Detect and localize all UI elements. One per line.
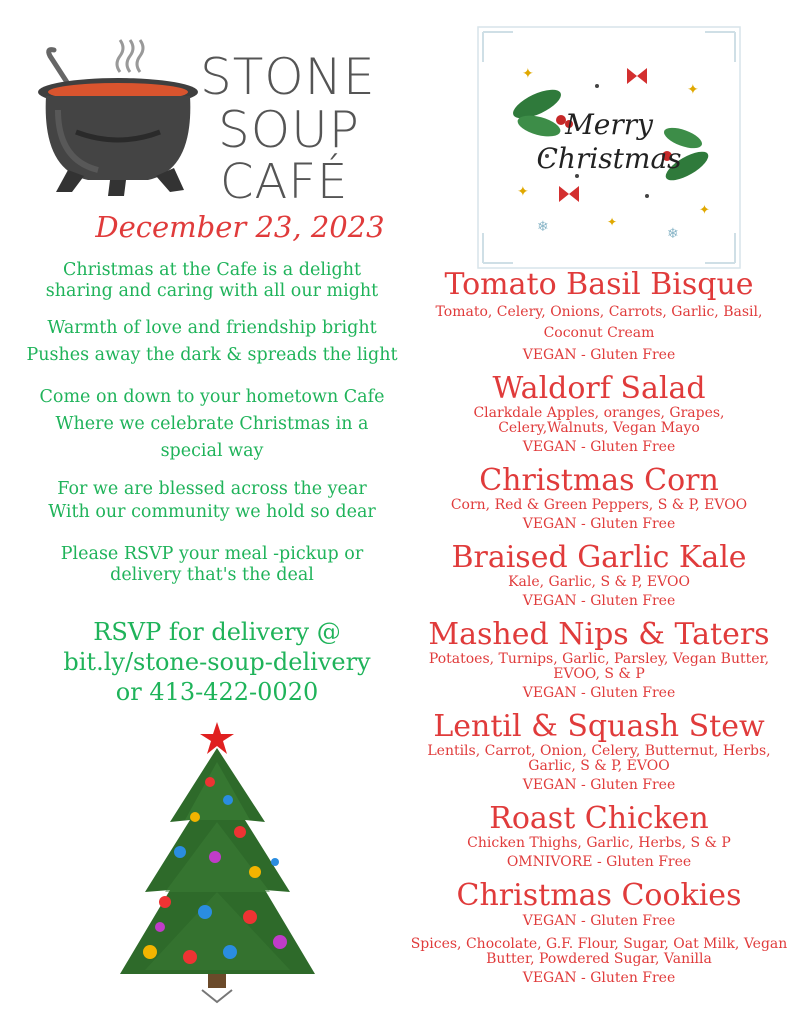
poem-stanza [12, 478, 412, 524]
cauldron-icon [28, 30, 198, 200]
poem-line: For we are blessed across the year [57, 479, 367, 499]
svg-text:❄: ❄ [537, 219, 549, 235]
svg-text:✦: ✦ [522, 66, 534, 82]
poem-line: With our community we hold so dear [48, 502, 376, 522]
svg-text:✦: ✦ [699, 203, 710, 218]
menu-item [404, 879, 794, 989]
menu-item-ingredients: Spices, Chocolate, G.F. Flour, Sugar, Oat Milk, Vegan Butter, Powdered Sugar, Vanilla [410, 936, 788, 967]
poem-line: Where we celebrate Christmas in a [55, 414, 369, 434]
menu-item-ingredients: Chicken Thighs, Garlic, Herbs, S & P [467, 835, 731, 851]
svg-text:✦: ✦ [687, 82, 699, 98]
menu-item-ingredients: Clarkdale Apples, oranges, Grapes, Celery,Walnuts, Vegan Mayo [473, 405, 725, 436]
menu-list [404, 268, 794, 989]
card-text-merry: Merry [565, 108, 653, 141]
rsvp-heading: RSVP for delivery @ [93, 618, 341, 646]
svg-text:✦: ✦ [607, 215, 618, 229]
menu-item [404, 268, 794, 366]
menu-item-diet: VEGAN - Gluten Free [522, 913, 676, 929]
poem-line: sharing and caring with all our might [45, 281, 379, 301]
menu-item [404, 372, 794, 458]
menu-item-name: Waldorf Salad [492, 371, 706, 406]
logo-text-stone: STONE [200, 48, 376, 106]
event-date: December 23, 2023 [95, 210, 385, 244]
menu-item-name: Mashed Nips & Taters [428, 617, 770, 652]
card-text-christmas: Christmas [536, 142, 682, 175]
poem-line: Pushes away the dark & spreads the light [26, 345, 398, 365]
menu-item-diet: VEGAN - Gluten Free [522, 439, 676, 455]
christmas-tree-icon [110, 712, 325, 1007]
menu-item-diet: VEGAN - Gluten Free [522, 777, 676, 793]
menu-item-name: Christmas Cookies [456, 878, 742, 913]
menu-item-ingredients: Kale, Garlic, S & P, EVOO [508, 574, 690, 590]
poem-line: Please RSVP your meal -pickup or [60, 544, 364, 564]
menu-item-diet: VEGAN - Gluten Free [522, 970, 676, 986]
poem-line: delivery that's the deal [110, 565, 314, 585]
rsvp-phone: or 413-422-0020 [115, 678, 319, 706]
menu-item-name: Tomato Basil Bisque [444, 267, 754, 302]
poem-stanza [12, 318, 412, 366]
svg-text:❄: ❄ [667, 226, 679, 242]
poem-stanza [12, 384, 412, 465]
rsvp-block [12, 617, 422, 707]
menu-item-name: Lentil & Squash Stew [433, 709, 765, 744]
svg-text:✦: ✦ [517, 184, 529, 200]
menu-item [404, 710, 794, 796]
logo-text-cafe: CAFÉ [220, 154, 349, 210]
menu-item-ingredients: Tomato, Celery, Onions, Carrots, Garlic, Basil, Coconut Cream [435, 304, 763, 341]
poem-line: Warmth of love and friendship bright [47, 318, 377, 338]
poem-line: Come on down to your hometown Cafe [39, 387, 385, 407]
menu-item-diet: VEGAN - Gluten Free [522, 516, 676, 532]
poem-line: special way [160, 441, 264, 461]
menu-item [404, 618, 794, 704]
poem-stanza [12, 260, 412, 302]
menu-item-ingredients: Lentils, Carrot, Onion, Celery, Butternut, Herbs, Garlic, S & P, EVOO [427, 743, 771, 774]
menu-item-name: Roast Chicken [489, 801, 709, 836]
menu-item-diet: VEGAN - Gluten Free [522, 593, 676, 609]
menu-item [404, 802, 794, 873]
menu-item-ingredients: Potatoes, Turnips, Garlic, Parsley, Vegan Butter, EVOO, S & P [428, 651, 770, 682]
menu-item [404, 464, 794, 535]
poem-stanza [12, 544, 412, 586]
menu-item-name: Christmas Corn [479, 463, 719, 498]
menu-item [404, 541, 794, 612]
menu-item-diet: VEGAN - Gluten Free [522, 347, 676, 363]
poem-line: Christmas at the Cafe is a delight [62, 260, 362, 280]
logo-text-soup: SOUP [218, 101, 360, 159]
menu-item-name: Braised Garlic Kale [451, 540, 747, 575]
rsvp-link[interactable]: bit.ly/stone-soup-delivery [63, 648, 371, 676]
menu-item-diet: OMNIVORE - Gluten Free [506, 854, 692, 870]
menu-item-ingredients: Corn, Red & Green Peppers, S & P, EVOO [450, 497, 748, 513]
menu-item-diet: VEGAN - Gluten Free [522, 685, 676, 701]
merry-christmas-card [477, 26, 741, 269]
